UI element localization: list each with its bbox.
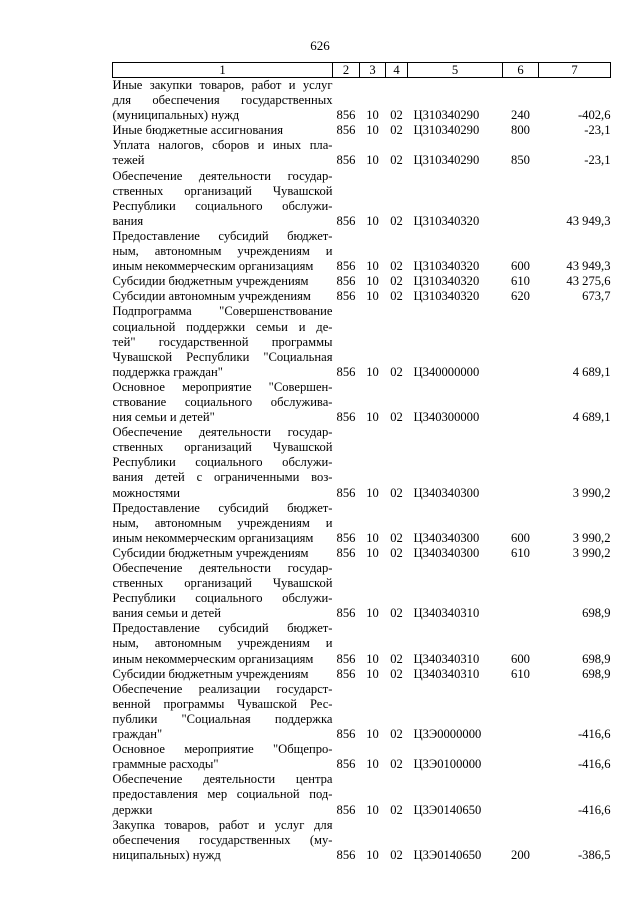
description-line: ным, автономным учреждениям и <box>112 636 333 651</box>
row-description <box>113 818 333 863</box>
expense-type-cell <box>503 772 539 817</box>
section-cell: 10 <box>366 274 379 289</box>
description-line: Обеспечение деятельности центра <box>112 772 333 787</box>
subsection-cell: 02 <box>390 651 403 666</box>
admin-code-cell: 856 <box>336 606 356 621</box>
admin-code-cell: 856 <box>336 364 356 379</box>
target-article-cell: Ц310340320 <box>413 213 480 228</box>
description-line: (муниципальных) нужд <box>112 108 240 123</box>
description-line: ственных организаций Чувашской <box>112 183 333 198</box>
section-cell: 10 <box>366 545 379 560</box>
row-description <box>113 289 333 304</box>
row-description <box>113 425 333 500</box>
row-description <box>113 78 333 124</box>
column-header-7: 7 <box>539 63 611 78</box>
target-article-cell: Ц340340310 <box>413 666 480 681</box>
admin-code-cell: 856 <box>336 274 356 289</box>
subsection-cell: 02 <box>390 666 403 681</box>
description-line: поддержка граждан" <box>112 364 223 379</box>
column-header-6: 6 <box>503 63 539 78</box>
expense-type-cell <box>503 169 539 229</box>
row-description <box>113 682 333 742</box>
amount-cell: 698,9 <box>582 651 611 666</box>
amount-cell: -416,6 <box>577 802 611 817</box>
section-cell: 10 <box>366 153 379 168</box>
description-line: социальной поддержки семьи и де- <box>112 319 333 334</box>
section-cell: 10 <box>366 530 379 545</box>
description-line: ственных организаций Чувашской <box>112 440 333 455</box>
admin-code-cell: 856 <box>336 123 356 138</box>
admin-code-cell: 856 <box>336 289 356 304</box>
subsection-cell: 02 <box>390 530 403 545</box>
expense-type-cell: 620 <box>511 289 530 304</box>
admin-code-cell: 856 <box>336 727 356 742</box>
amount-cell: 4 689,1 <box>572 410 611 425</box>
expense-type-cell: 600 <box>511 259 530 274</box>
description-line: Обеспечение деятельности государ- <box>112 425 333 440</box>
table-row <box>113 742 611 772</box>
description-line: иным некоммерческим организациям <box>112 259 314 274</box>
amount-cell: 698,9 <box>582 606 611 621</box>
table-row <box>113 289 611 304</box>
admin-code-cell: 856 <box>336 802 356 817</box>
expense-type-cell <box>503 380 539 425</box>
table-row <box>113 229 611 274</box>
section-cell: 10 <box>366 606 379 621</box>
admin-code-cell: 856 <box>336 259 356 274</box>
row-description <box>113 742 333 772</box>
expense-type-cell <box>503 742 539 772</box>
target-article-cell: Ц310340290 <box>413 153 480 168</box>
row-description <box>113 772 333 817</box>
subsection-cell: 02 <box>390 153 403 168</box>
admin-code-cell: 856 <box>336 666 356 681</box>
description-line: публики "Социальная поддержка <box>112 711 333 726</box>
section-cell: 10 <box>366 666 379 681</box>
row-description <box>113 169 333 229</box>
description-line: ственных организаций Чувашской <box>112 576 333 591</box>
row-description <box>113 138 333 168</box>
table-row <box>113 682 611 742</box>
page-number: 626 <box>310 38 330 53</box>
expense-type-cell <box>503 304 539 379</box>
table-header-row <box>113 63 611 78</box>
description-line: вания <box>112 213 144 228</box>
admin-code-cell: 856 <box>336 651 356 666</box>
row-description <box>113 561 333 621</box>
column-header-2: 2 <box>333 63 360 78</box>
admin-code-cell: 856 <box>336 545 356 560</box>
amount-cell: 698,9 <box>582 666 611 681</box>
section-cell: 10 <box>366 727 379 742</box>
admin-code-cell: 856 <box>336 847 356 862</box>
description-line: можностями <box>112 485 180 500</box>
description-line: Субсидии бюджетным учреждениям <box>112 274 309 289</box>
amount-cell: 43 275,6 <box>566 274 611 289</box>
description-line: держки <box>112 802 153 817</box>
amount-cell: 4 689,1 <box>572 364 611 379</box>
subsection-cell: 02 <box>390 213 403 228</box>
table-row <box>113 274 611 289</box>
admin-code-cell: 856 <box>336 108 356 123</box>
section-cell: 10 <box>366 123 379 138</box>
target-article-cell: Ц340340300 <box>413 530 480 545</box>
row-description <box>113 229 333 274</box>
target-article-cell: Ц310340320 <box>413 274 480 289</box>
description-line: вания детей с ограниченными воз- <box>112 470 333 485</box>
admin-code-cell: 856 <box>336 530 356 545</box>
target-article-cell: Ц310340320 <box>413 259 480 274</box>
column-header-5: 5 <box>408 63 503 78</box>
subsection-cell: 02 <box>390 289 403 304</box>
table-row <box>113 667 611 682</box>
subsection-cell: 02 <box>390 410 403 425</box>
table-row <box>113 304 611 379</box>
table-row <box>113 169 611 229</box>
expense-type-cell: 800 <box>511 123 530 138</box>
section-cell: 10 <box>366 847 379 862</box>
target-article-cell: Ц340300000 <box>413 410 480 425</box>
amount-cell: -402,6 <box>577 108 611 123</box>
row-description <box>113 304 333 379</box>
amount-cell: 43 949,3 <box>566 259 611 274</box>
description-line: Субсидии бюджетным учреждениям <box>112 545 309 560</box>
amount-cell: 3 990,2 <box>572 545 611 560</box>
subsection-cell: 02 <box>390 364 403 379</box>
target-article-cell: Ц3Э0140650 <box>413 802 482 817</box>
description-line: ствование социального обслужива- <box>112 394 333 409</box>
description-line: Чувашской Республики "Социальная <box>112 349 333 364</box>
description-line: ным, автономным учреждениям и <box>112 515 333 530</box>
amount-cell: 43 949,3 <box>566 213 611 228</box>
description-line: Предоставление субсидий бюджет- <box>112 500 333 515</box>
description-line: Основное мероприятие "Совершен- <box>112 379 333 394</box>
amount-cell: 673,7 <box>582 289 611 304</box>
target-article-cell: Ц3Э0100000 <box>413 757 482 772</box>
description-line: Обеспечение деятельности государ- <box>112 561 333 575</box>
column-header-1: 1 <box>113 63 333 78</box>
expense-type-cell: 200 <box>511 847 530 862</box>
section-cell: 10 <box>366 651 379 666</box>
description-line: Субсидии бюджетным учреждениям <box>112 666 309 681</box>
description-line: Иные бюджетные ассигнования <box>112 123 284 138</box>
description-line: Субсидии автономным учреждениям <box>112 289 311 304</box>
subsection-cell: 02 <box>390 274 403 289</box>
target-article-cell: Ц340000000 <box>413 364 480 379</box>
description-line: Обеспечение реализации государст- <box>112 681 333 696</box>
target-article-cell: Ц3Э0000000 <box>413 727 482 742</box>
table-row <box>113 78 611 124</box>
description-line: обеспечения государственных (му- <box>112 832 333 847</box>
description-line: вания семьи и детей <box>112 606 221 621</box>
target-article-cell: Ц340340300 <box>413 545 480 560</box>
row-description <box>113 546 333 561</box>
admin-code-cell: 856 <box>336 153 356 168</box>
expense-type-cell <box>503 425 539 500</box>
description-line: ным, автономным учреждениям и <box>112 244 333 259</box>
subsection-cell: 02 <box>390 757 403 772</box>
description-line: иным некоммерческим организациям <box>112 651 314 666</box>
amount-cell: 3 990,2 <box>572 530 611 545</box>
description-line: Основное мероприятие "Общепро- <box>112 742 333 757</box>
admin-code-cell: 856 <box>336 485 356 500</box>
expense-type-cell: 240 <box>511 108 530 123</box>
target-article-cell: Ц310340320 <box>413 289 480 304</box>
target-article-cell: Ц340340300 <box>413 485 480 500</box>
target-article-cell: Ц310340290 <box>413 108 480 123</box>
section-cell: 10 <box>366 802 379 817</box>
target-article-cell: Ц3Э0140650 <box>413 847 482 862</box>
budget-table <box>112 62 611 863</box>
subsection-cell: 02 <box>390 545 403 560</box>
section-cell: 10 <box>366 757 379 772</box>
description-line: Закупка товаров, работ и услуг для <box>112 817 333 832</box>
description-line: Республики социального обслужи- <box>112 198 333 213</box>
description-line: граждан" <box>112 727 163 742</box>
column-header-3: 3 <box>360 63 386 78</box>
description-line: венной программы Чувашской Рес- <box>112 696 333 711</box>
expense-type-cell: 600 <box>511 530 530 545</box>
row-description <box>113 380 333 425</box>
table-row <box>113 138 611 168</box>
subsection-cell: 02 <box>390 802 403 817</box>
expense-type-cell: 610 <box>511 545 530 560</box>
column-header-4: 4 <box>386 63 408 78</box>
row-description <box>113 274 333 289</box>
table-row <box>113 123 611 138</box>
expense-type-cell <box>503 561 539 621</box>
table-body <box>113 78 611 863</box>
description-line: граммные расходы" <box>112 757 219 772</box>
description-line: тей" государственной программы <box>112 334 333 349</box>
subsection-cell: 02 <box>390 485 403 500</box>
description-line: ниципальных) нужд <box>112 847 221 862</box>
subsection-cell: 02 <box>390 606 403 621</box>
description-line: Предоставление субсидий бюджет- <box>112 621 333 636</box>
description-line: Обеспечение деятельности государ- <box>112 168 333 183</box>
section-cell: 10 <box>366 364 379 379</box>
section-cell: 10 <box>366 485 379 500</box>
amount-cell: -23,1 <box>584 153 611 168</box>
section-cell: 10 <box>366 259 379 274</box>
section-cell: 10 <box>366 289 379 304</box>
row-description <box>113 123 333 138</box>
row-description <box>113 501 333 546</box>
description-line: Предоставление субсидий бюджет- <box>112 228 333 243</box>
admin-code-cell: 856 <box>336 410 356 425</box>
description-line: тежей <box>112 153 145 168</box>
description-line: Республики социального обслужи- <box>112 455 333 470</box>
amount-cell: -23,1 <box>584 123 611 138</box>
amount-cell: -416,6 <box>577 757 611 772</box>
admin-code-cell: 856 <box>336 757 356 772</box>
description-line: Иные закупки товаров, работ и услуг <box>112 78 333 92</box>
description-line: предоставления мер социальной под- <box>112 787 333 802</box>
target-article-cell: Ц310340290 <box>413 123 480 138</box>
section-cell: 10 <box>366 213 379 228</box>
target-article-cell: Ц340340310 <box>413 606 480 621</box>
table-row <box>113 501 611 546</box>
table-row <box>113 380 611 425</box>
admin-code-cell: 856 <box>336 213 356 228</box>
description-line: для обеспечения государственных <box>112 93 333 108</box>
expense-type-cell: 600 <box>511 651 530 666</box>
description-line: Подпрограмма "Совершенствование <box>112 304 333 319</box>
row-description <box>113 667 333 682</box>
subsection-cell: 02 <box>390 259 403 274</box>
subsection-cell: 02 <box>390 108 403 123</box>
expense-type-cell: 850 <box>511 153 530 168</box>
target-article-cell: Ц340340310 <box>413 651 480 666</box>
description-line: Уплата налогов, сборов и иных пла- <box>112 138 333 153</box>
table-row <box>113 621 611 666</box>
description-line: ния семьи и детей" <box>112 410 215 425</box>
expense-type-cell: 610 <box>511 666 530 681</box>
section-cell: 10 <box>366 410 379 425</box>
amount-cell: -386,5 <box>577 847 611 862</box>
subsection-cell: 02 <box>390 847 403 862</box>
subsection-cell: 02 <box>390 123 403 138</box>
expense-type-cell: 610 <box>511 274 530 289</box>
table-row <box>113 772 611 817</box>
table-row <box>113 546 611 561</box>
table-row <box>113 818 611 863</box>
description-line: иным некоммерческим организациям <box>112 530 314 545</box>
amount-cell: -416,6 <box>577 727 611 742</box>
amount-cell: 3 990,2 <box>572 485 611 500</box>
description-line: Республики социального обслужи- <box>112 591 333 606</box>
section-cell: 10 <box>366 108 379 123</box>
table-row <box>113 425 611 500</box>
row-description <box>113 621 333 666</box>
table-row <box>113 561 611 621</box>
subsection-cell: 02 <box>390 727 403 742</box>
expense-type-cell <box>503 682 539 742</box>
